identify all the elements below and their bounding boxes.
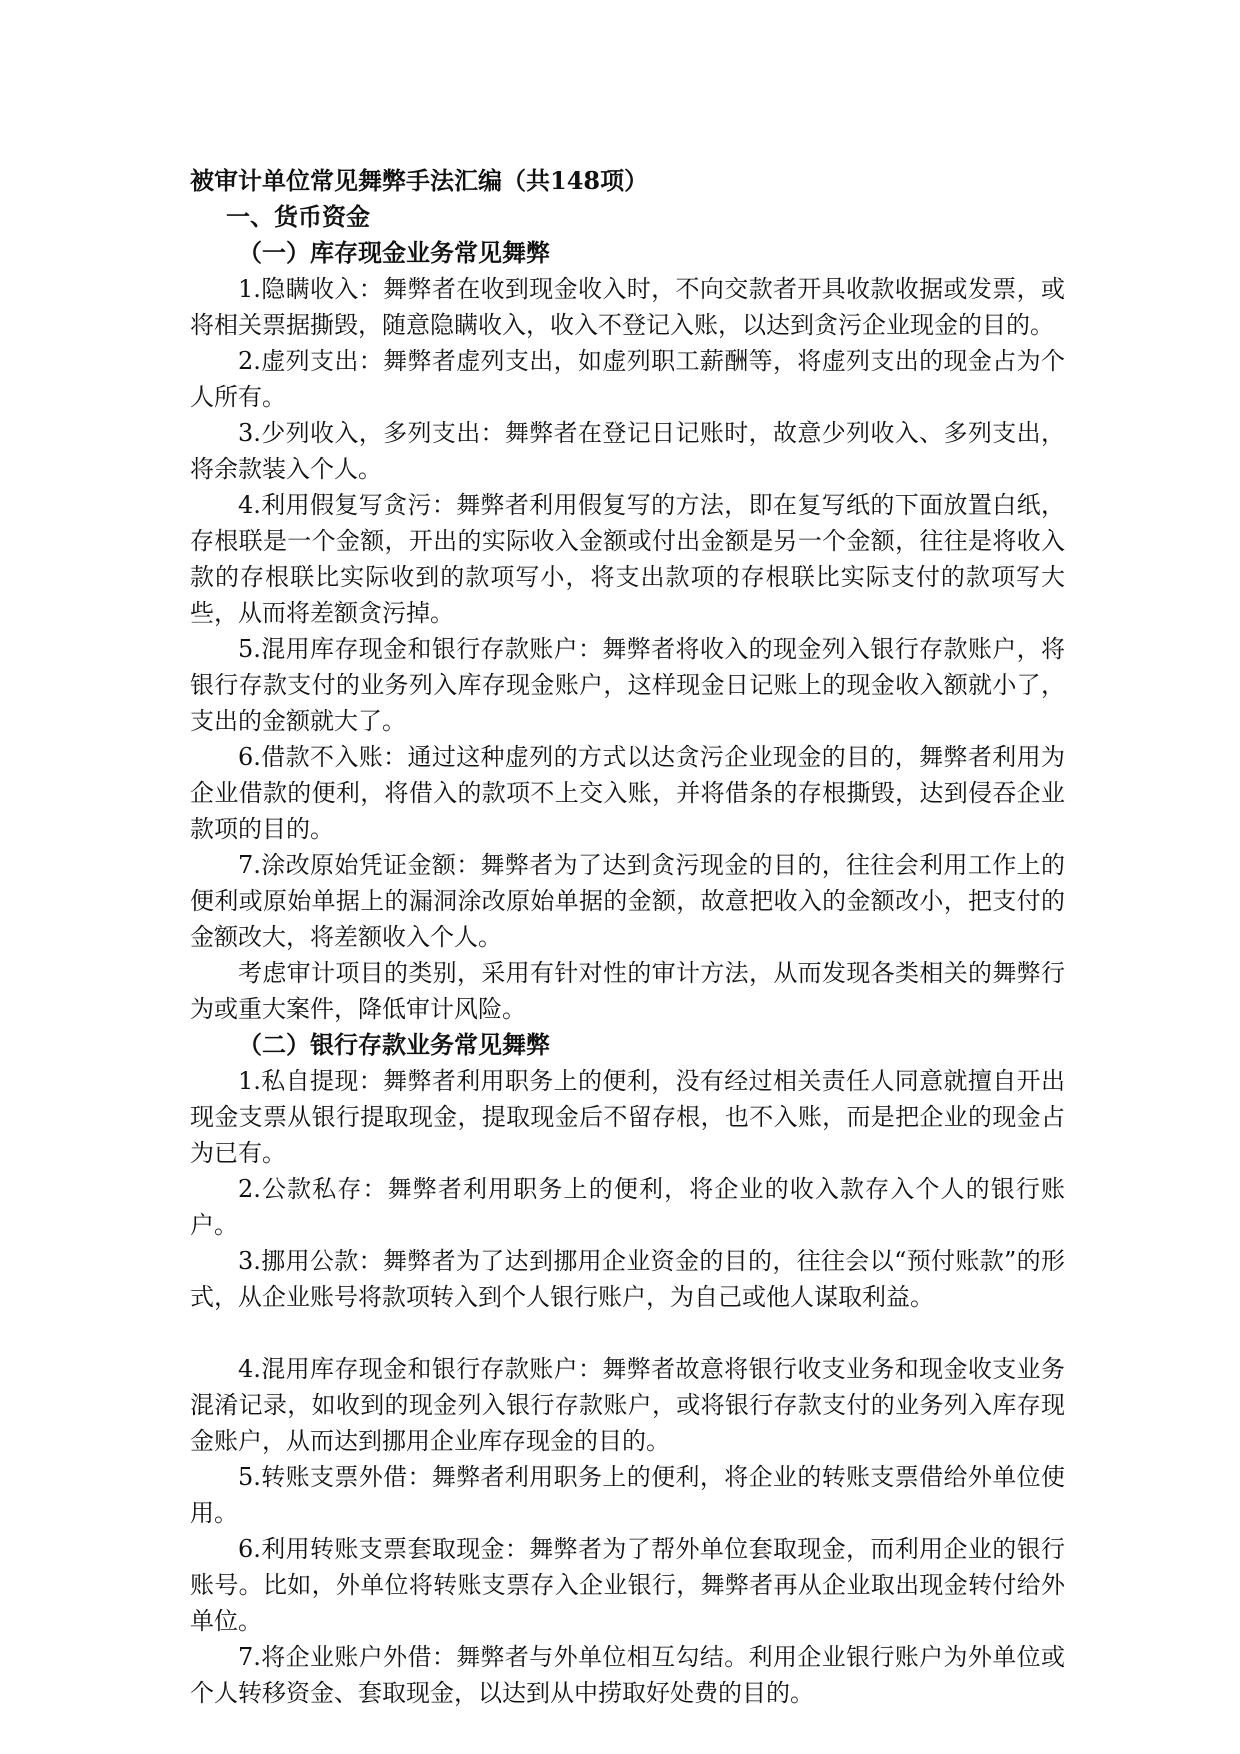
document-title: 被审计单位常见舞弊手法汇编（共148项） <box>190 166 649 195</box>
document-page <box>190 163 1065 1711</box>
section-heading-monetary-funds: 一、货币资金 <box>226 202 370 231</box>
paragraph: 6.借款不入账：通过这种虚列的方式以达贪污企业现金的目的，舞弊者利用为企业借款的便利，将借入的款项不上交入账，并将借条的存根撕毁，达到侵吞企业款项的目的。 <box>190 743 1065 843</box>
subsection-heading-bank-deposits: （二）银行存款业务常见舞弊 <box>238 1030 550 1059</box>
paragraph: 1.隐瞒收入：舞弊者在收到现金收入时，不向交款者开具收款收据或发票，或将相关票据撕毁，随意隐瞒收入，收入不登记入账，以达到贪污企业现金的目的。 <box>190 275 1065 339</box>
paragraph: 2.公款私存：舞弊者利用职务上的便利，将企业的收入款存入个人的银行账户。 <box>190 1175 1065 1239</box>
paragraph: 7.涂改原始凭证金额：舞弊者为了达到贪污现金的目的，往往会利用工作上的便利或原始单据上的漏洞涂改原始单据的金额，故意把收入的金额改小，把支付的金额改大，将差额收入个人。 <box>190 851 1065 951</box>
paragraph: 3.少列收入，多列支出：舞弊者在登记日记账时，故意少列收入、多列支出，将余款装入个人。 <box>190 419 1065 483</box>
paragraph: 5.转账支票外借：舞弊者利用职务上的便利，将企业的转账支票借给外单位使用。 <box>190 1463 1065 1527</box>
subsection-heading-cash: （一）库存现金业务常见舞弊 <box>238 238 550 267</box>
paragraph: 3.挪用公款：舞弊者为了达到挪用企业资金的目的，往往会以“预付账款”的形式，从企业账号将款项转入到个人银行账户，为自己或他人谋取利益。 <box>190 1247 1065 1311</box>
paragraph: 2.虚列支出：舞弊者虚列支出，如虚列职工薪酬等，将虚列支出的现金占为个人所有。 <box>190 347 1065 411</box>
paragraph: 7.将企业账户外借：舞弊者与外单位相互勾结。利用企业银行账户为外单位或个人转移资金、套取现金，以达到从中捞取好处费的目的。 <box>190 1643 1065 1707</box>
paragraph: 5.混用库存现金和银行存款账户：舞弊者将收入的现金列入银行存款账户，将银行存款支付的业务列入库存现金账户，这样现金日记账上的现金收入额就小了，支出的金额就大了。 <box>190 635 1065 735</box>
paragraph: 4.混用库存现金和银行存款账户：舞弊者故意将银行收支业务和现金收支业务混淆记录，如收到的现金列入银行存款账户，或将银行存款支付的业务列入库存现金账户，从而达到挪用企业库存现金的目的。 <box>190 1355 1065 1455</box>
paragraph: 4.利用假复写贪污：舞弊者利用假复写的方法，即在复写纸的下面放置白纸，存根联是一个金额，开出的实际收入金额或付出金额是另一个金额，往往是将收入款的存根联比实际收到的款项写小，将支出款项的存根联比实际支付的款项写大些，从而将差额贪污掉。 <box>190 491 1065 627</box>
paragraph: 6.利用转账支票套取现金：舞弊者为了帮外单位套取现金，而利用企业的银行账号。比如，外单位将转账支票存入企业银行，舞弊者再从企业取出现金转付给外单位。 <box>190 1535 1065 1635</box>
paragraph: 考虑审计项目的类别，采用有针对性的审计方法，从而发现各类相关的舞弊行为或重大案件，降低审计风险。 <box>190 959 1065 1023</box>
paragraph: 1.私自提现：舞弊者利用职务上的便利，没有经过相关责任人同意就擅自开出现金支票从银行提取现金，提取现金后不留存根，也不入账，而是把企业的现金占为已有。 <box>190 1067 1065 1167</box>
blank-line <box>190 1315 1065 1351</box>
